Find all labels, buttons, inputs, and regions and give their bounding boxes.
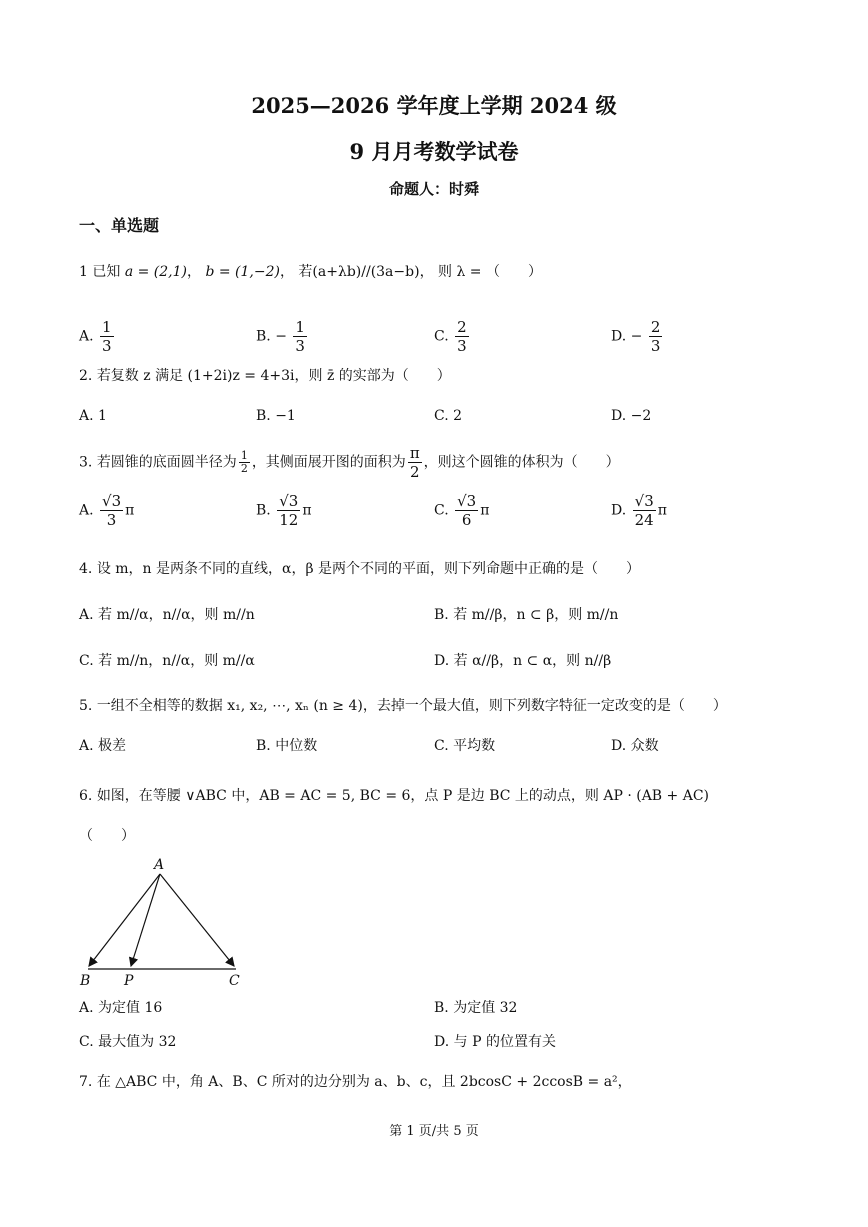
option-label: A. <box>79 502 94 519</box>
option-1a[interactable] <box>79 318 116 355</box>
question-text: ，其侧面展开图的面积为 <box>251 454 406 471</box>
option-sign: − <box>275 328 287 345</box>
option-label: D. <box>611 328 627 345</box>
fraction-denominator: 12 <box>279 511 299 529</box>
option-label: C. <box>79 653 94 669</box>
option-text: 极差 <box>98 738 127 754</box>
pi-symbol: π <box>125 502 135 519</box>
option-1b[interactable] <box>256 318 309 355</box>
question-number: 7. <box>79 1074 93 1090</box>
option-3b[interactable] <box>256 492 312 529</box>
option-text: 为定值 32 <box>453 1000 518 1016</box>
question-number: 5. <box>79 698 93 714</box>
question-text: 如图，在等腰 ∨ABC 中，AB = AC = 5, BC = 6，点 P 是边 BC 上的动点，则 AP · (AB + AC) <box>96 788 710 804</box>
option-4d[interactable] <box>434 651 611 671</box>
question-4 <box>79 559 640 579</box>
option-text: 为定值 16 <box>98 1000 163 1016</box>
option-label: C. <box>434 502 449 519</box>
option-label: A. <box>79 408 94 424</box>
question-5 <box>79 696 727 716</box>
option-5b[interactable] <box>256 736 317 756</box>
option-label: A. <box>79 607 94 623</box>
fraction-numerator: √3 <box>102 492 122 510</box>
option-label: B. <box>256 502 271 519</box>
option-label: A. <box>79 738 94 754</box>
option-label: B. <box>256 328 271 345</box>
question-text: 若复数 z 满足 (1+2i)z = 4+3i，则 z̄ 的实部为（ ） <box>96 368 451 384</box>
option-label: B. <box>434 1000 449 1016</box>
vector-a: a = (2,1) <box>124 264 187 280</box>
option-text: 若 m//α，n//α，则 m//n <box>98 607 255 623</box>
option-text: −1 <box>275 408 296 424</box>
question-text: 若圆锥的底面圆半径为 <box>96 454 237 471</box>
option-label: D. <box>611 408 627 424</box>
option-text: 若 m//n，n//α，则 m//α <box>98 653 255 669</box>
label-c: C <box>229 973 240 989</box>
option-label: A. <box>79 1000 94 1016</box>
question-7 <box>79 1072 632 1092</box>
fraction-denominator: 3 <box>457 337 467 355</box>
option-label: B. <box>256 738 271 754</box>
fraction-numerator: 2 <box>650 318 661 336</box>
question-text: 在 △ABC 中，角 A、B、C 所对的边分别为 a、b、c，且 2bcosC + 2ccosB = a²， <box>96 1074 632 1090</box>
pi-symbol: π <box>480 502 490 519</box>
option-label: B. <box>434 607 449 623</box>
option-text: 若 m//β，n ⊂ β，则 m//n <box>453 607 619 623</box>
fraction-numerator: 1 <box>240 449 248 462</box>
fraction-denominator: 24 <box>634 511 654 529</box>
fraction-denominator: 3 <box>650 337 661 355</box>
option-2a[interactable] <box>79 406 107 426</box>
option-label: D. <box>434 1034 450 1050</box>
option-sign: − <box>630 328 643 345</box>
option-3c[interactable] <box>434 492 489 529</box>
option-4b[interactable] <box>434 605 618 625</box>
question-number: 6. <box>79 788 93 804</box>
triangle-figure <box>76 852 256 992</box>
fraction-denominator: 2 <box>409 463 420 481</box>
option-label: D. <box>611 502 627 519</box>
option-label: A. <box>79 328 94 345</box>
option-text: 2 <box>453 408 463 424</box>
option-3a[interactable] <box>79 492 134 529</box>
option-text: 与 P 的位置有关 <box>453 1034 556 1050</box>
option-text: 平均数 <box>453 738 496 754</box>
option-label: D. <box>611 738 627 754</box>
question-condition: 若(a+λb)//(3a−b) <box>298 264 420 280</box>
option-5d[interactable] <box>611 736 659 756</box>
option-2d[interactable] <box>611 406 651 426</box>
fraction-denominator: 2 <box>240 462 248 475</box>
option-text: 若 α//β，n ⊂ α，则 n//β <box>453 653 612 669</box>
exam-title-line1: 2025—2026 学年度上学期 2024 级 <box>251 93 617 118</box>
question-3 <box>79 444 620 481</box>
pi-symbol: π <box>657 502 667 519</box>
question-6-paren: （ ） <box>79 828 135 844</box>
exam-author: 命题人：时舜 <box>388 180 479 198</box>
vector-ap <box>131 874 160 966</box>
option-6d[interactable] <box>434 1032 556 1052</box>
vector-b: b = (1,−2) <box>205 264 280 280</box>
option-6c[interactable] <box>79 1032 176 1052</box>
question-number: 4. <box>79 561 93 577</box>
question-number: 2. <box>79 368 93 384</box>
question-text: 设 m，n 是两条不同的直线，α，β 是两个不同的平面，则下列命题中正确的是（ ） <box>96 561 641 577</box>
option-text: 中位数 <box>275 738 318 754</box>
question-2 <box>79 366 451 386</box>
fraction-denominator: 3 <box>295 337 305 355</box>
option-label: B. <box>256 408 271 424</box>
option-label: D. <box>434 653 450 669</box>
pi-symbol: π <box>302 502 312 519</box>
option-text: −2 <box>630 408 652 424</box>
fraction-numerator: 2 <box>457 318 467 336</box>
fraction-numerator: √3 <box>279 492 299 510</box>
label-b: B <box>80 973 91 989</box>
label-a: A <box>154 857 165 873</box>
fraction-denominator: 3 <box>106 511 117 529</box>
option-label: C. <box>434 328 449 345</box>
question-6 <box>79 786 709 806</box>
option-4a[interactable] <box>79 605 255 625</box>
option-label: C. <box>79 1034 94 1050</box>
option-5a[interactable] <box>79 736 126 756</box>
question-number: 1 <box>79 264 88 280</box>
fraction-numerator: √3 <box>457 492 477 510</box>
option-text: 最大值为 32 <box>98 1034 177 1050</box>
section-title: 一、单选题 <box>79 216 160 235</box>
question-ask: 则 λ = （ ） <box>438 264 542 280</box>
option-label: C. <box>434 738 449 754</box>
question-text: 一组不全相等的数据 x₁, x₂, ⋯, xₙ (n ≥ 4)，去掉一个最大值，则下列数字特征一定改变的是（ ） <box>96 698 727 714</box>
option-text: 1 <box>98 408 107 424</box>
question-prefix: 已知 <box>92 264 121 280</box>
page-footer: 第 1 页/共 5 页 <box>389 1124 479 1139</box>
vector-ab <box>89 874 160 966</box>
fraction-numerator: √3 <box>634 492 654 510</box>
option-2c[interactable] <box>434 406 462 426</box>
option-2b[interactable] <box>256 406 296 426</box>
fraction-denominator: 3 <box>102 337 112 355</box>
option-1d[interactable] <box>611 318 664 355</box>
question-1: 1 已知 a = (2,1)， b = (1,−2)， 若(a+λb)//(3a−b)， 则 λ = （ ） <box>79 264 542 280</box>
option-4c[interactable] <box>79 651 255 671</box>
fraction-denominator: 6 <box>461 511 472 529</box>
option-3d[interactable] <box>611 492 667 529</box>
option-6b[interactable] <box>434 998 517 1018</box>
option-5c[interactable] <box>434 736 495 756</box>
option-label: C. <box>434 408 449 424</box>
option-1c[interactable] <box>434 318 471 355</box>
exam-title-line2: 9 月月考数学试卷 <box>349 139 519 164</box>
fraction-numerator: 1 <box>102 318 112 336</box>
question-number: 3. <box>79 454 93 471</box>
option-6a[interactable] <box>79 998 162 1018</box>
question-text: ，则这个圆锥的体积为（ ） <box>423 454 620 471</box>
label-p: P <box>124 973 134 989</box>
fraction-numerator: π <box>409 444 420 462</box>
option-text: 众数 <box>630 738 659 754</box>
fraction-numerator: 1 <box>295 318 305 336</box>
vector-ac <box>160 874 234 966</box>
